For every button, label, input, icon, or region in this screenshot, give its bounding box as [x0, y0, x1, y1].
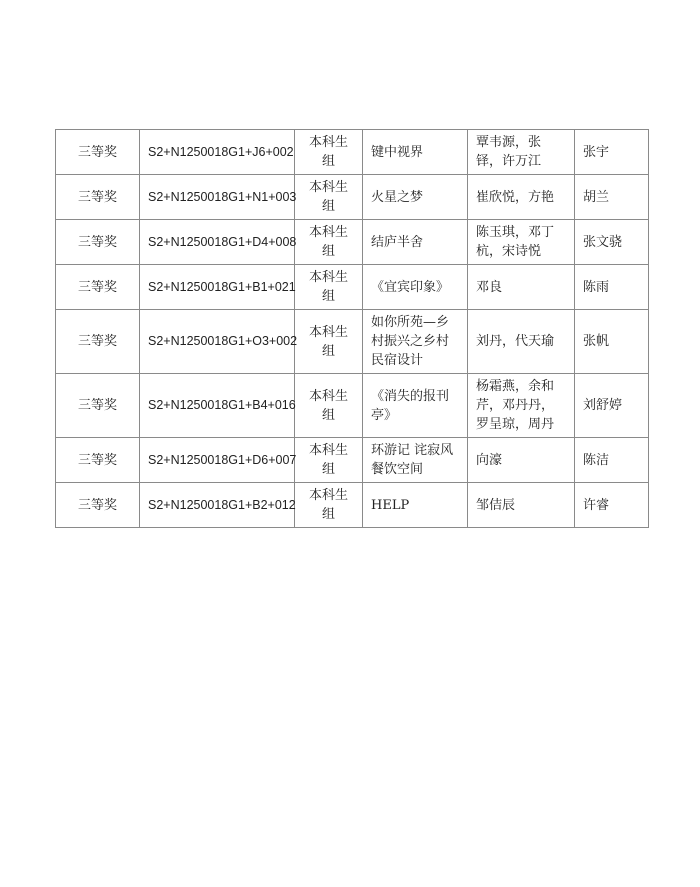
- entry-code-cell: S2+N1250018G1+D4+008: [140, 220, 295, 265]
- group-cell: 本科生组: [295, 175, 363, 220]
- table-row: [56, 438, 649, 483]
- prize-cell: 三等奖: [56, 374, 140, 438]
- prize-cell: 三等奖: [56, 220, 140, 265]
- advisor-cell: 张文骁: [575, 220, 649, 265]
- advisor-cell: 许睿: [575, 483, 649, 528]
- work-title-cell: 结庐半舍: [363, 220, 468, 265]
- group-cell: 本科生组: [295, 130, 363, 175]
- advisor-cell: 陈洁: [575, 438, 649, 483]
- work-title-cell: HELP: [363, 483, 468, 528]
- advisor-cell: 胡兰: [575, 175, 649, 220]
- group-cell: 本科生组: [295, 483, 363, 528]
- advisor-cell: 刘舒婷: [575, 374, 649, 438]
- group-cell: 本科生组: [295, 438, 363, 483]
- group-cell: 本科生组: [295, 220, 363, 265]
- table-row: [56, 310, 649, 374]
- table-row: [56, 265, 649, 310]
- work-title-cell: 《消失的报刊 亭》: [363, 374, 468, 438]
- members-cell: 覃韦源，张 铎，许万江: [468, 130, 575, 175]
- entry-code-cell: S2+N1250018G1+N1+003: [140, 175, 295, 220]
- awards-table: [55, 129, 649, 528]
- group-cell: 本科生组: [295, 310, 363, 374]
- members-cell: 刘丹，代天瑜: [468, 310, 575, 374]
- prize-cell: 三等奖: [56, 130, 140, 175]
- entry-code-cell: S2+N1250018G1+B4+016: [140, 374, 295, 438]
- entry-code-cell: S2+N1250018G1+O3+002: [140, 310, 295, 374]
- table-row: [56, 130, 649, 175]
- awards-table-body: [56, 130, 649, 528]
- entry-code-cell: S2+N1250018G1+B2+012: [140, 483, 295, 528]
- prize-cell: 三等奖: [56, 310, 140, 374]
- prize-cell: 三等奖: [56, 438, 140, 483]
- members-cell: 陈玉琪，邓丁 杭，宋诗悦: [468, 220, 575, 265]
- prize-cell: 三等奖: [56, 175, 140, 220]
- group-cell: 本科生组: [295, 374, 363, 438]
- entry-code-cell: S2+N1250018G1+J6+002: [140, 130, 295, 175]
- entry-code-cell: S2+N1250018G1+B1+021: [140, 265, 295, 310]
- prize-cell: 三等奖: [56, 483, 140, 528]
- members-cell: 向濠: [468, 438, 575, 483]
- advisor-cell: 张宇: [575, 130, 649, 175]
- work-title-cell: 《宜宾印象》: [363, 265, 468, 310]
- members-cell: 崔欣悦，方艳: [468, 175, 575, 220]
- entry-code-cell: S2+N1250018G1+D6+007: [140, 438, 295, 483]
- work-title-cell: 火星之梦: [363, 175, 468, 220]
- members-cell: 邓良: [468, 265, 575, 310]
- advisor-cell: 陈雨: [575, 265, 649, 310]
- table-row: [56, 374, 649, 438]
- members-cell: 杨霜燕，余和 芹，邓丹丹， 罗呈琼，周丹: [468, 374, 575, 438]
- group-cell: 本科生组: [295, 265, 363, 310]
- work-title-cell: 环游记 诧寂风 餐饮空间: [363, 438, 468, 483]
- work-title-cell: 键中视界: [363, 130, 468, 175]
- table-row: [56, 220, 649, 265]
- advisor-cell: 张帆: [575, 310, 649, 374]
- table-row: [56, 483, 649, 528]
- table-row: [56, 175, 649, 220]
- members-cell: 邹佶辰: [468, 483, 575, 528]
- work-title-cell: 如你所苑—乡 村振兴之乡村 民宿设计: [363, 310, 468, 374]
- prize-cell: 三等奖: [56, 265, 140, 310]
